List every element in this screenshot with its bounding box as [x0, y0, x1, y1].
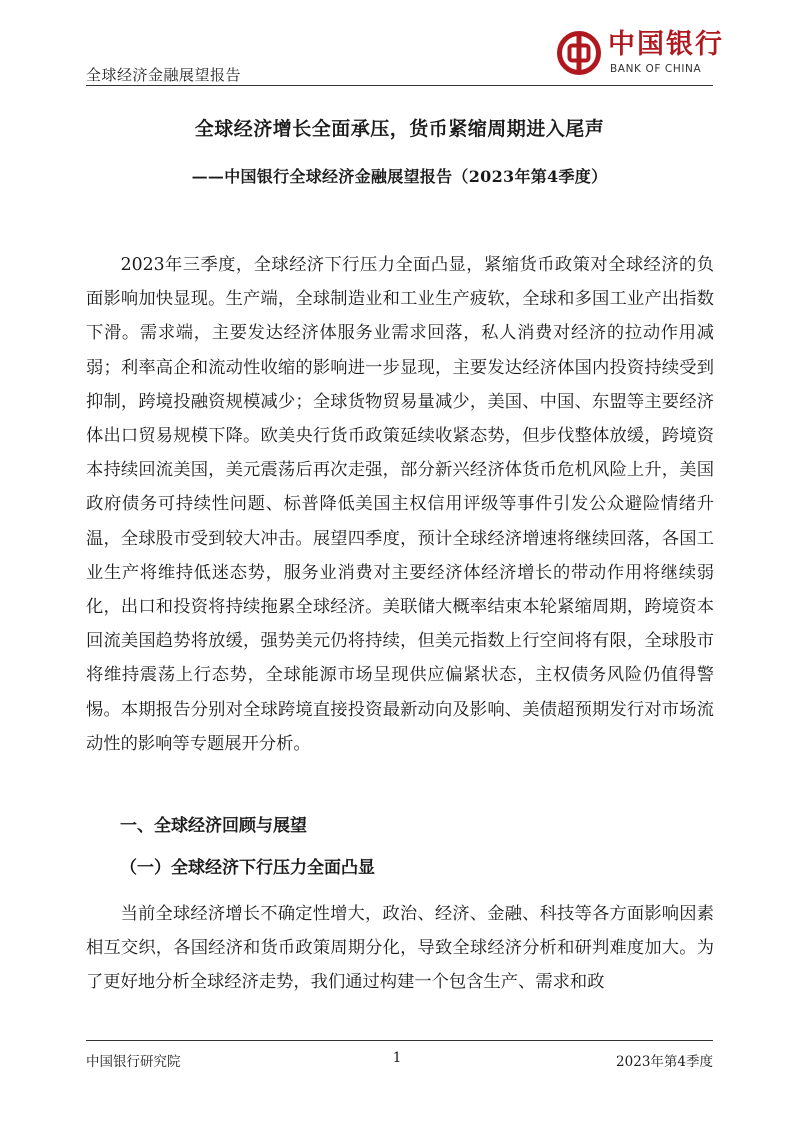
- page-number: 1: [392, 1050, 402, 1066]
- logo-english-name: BANK OF CHINA: [610, 63, 702, 75]
- bank-logo: [556, 27, 724, 79]
- header-divider: [86, 85, 713, 86]
- subsection-heading: （一）全球经济下行压力全面凸显: [120, 858, 375, 878]
- bank-of-china-emblem-icon: [556, 30, 602, 76]
- logo-chinese-name: 中国银行: [608, 29, 724, 60]
- footer-divider: [86, 1040, 713, 1041]
- running-title: 全球经济金融展望报告: [86, 66, 242, 84]
- summary-paragraph: 2023年三季度，全球经济下行压力全面凸显，紧缩货币政策对全球经济的负面影响加快显现。生产端，全球制造业和工业生产疲软，全球和多国工业产出指数下滑。需求端，主要发达经济体服务业需求回落，私人消费对经济的拉动作用减弱；利率高企和流动性收缩的影响进一步显现，主要发达经济体国内投资持续受到抑制，跨境投融资规模减少；全球货物贸易量减少，美国、中国、东盟等主要经济体出口贸易规模下降。欧美央行货币政策延续收紧态势，但步伐整体放缓，跨境资本持续回流美国，美元震荡后再次走强，部分新兴经济体货币危机风险上升，美国政府债务可持续性问题、标普降低美国主权信用评级等事件引发公众避险情绪升温，全球股市受到较大冲击。展望四季度，预计全球经济增速将继续回落，各国工业生产将维持低迷态势，服务业消费对主要经济体经济增长的带动作用将继续弱化，出口和投资将持续拖累全球经济。美联储大概率结束本轮紧缩周期，跨境资本回流美国趋势将放缓，强势美元仍将持续，但美元指数上行空间将有限，全球股市将维持震荡上行态势，全球能源市场呈现供应偏紧状态，主权债务风险仍值得警惕。本期报告分别对全球跨境直接投资最新动向及影响、美债超预期发行对市场流动性的影响等专题展开分析。: [86, 255, 714, 754]
- section-heading: 一、全球经济回顾与展望: [120, 816, 307, 836]
- footer-period: 2023年第4季度: [616, 1054, 713, 1070]
- footer-institution: 中国银行研究院: [86, 1054, 181, 1070]
- body-paragraph: 当前全球经济增长不确定性增大，政治、经济、金融、科技等各方面影响因素相互交织，各国经济和货币政策周期分化，导致全球经济分析和研判难度加大。为了更好地分析全球经济走势，我们通过构建一个包含生产、需求和政: [86, 904, 714, 993]
- document-subtitle: ——中国银行全球经济金融展望报告（2023年第4季度）: [191, 167, 608, 186]
- document-title: 全球经济增长全面承压，货币紧缩周期进入尾声: [194, 118, 605, 140]
